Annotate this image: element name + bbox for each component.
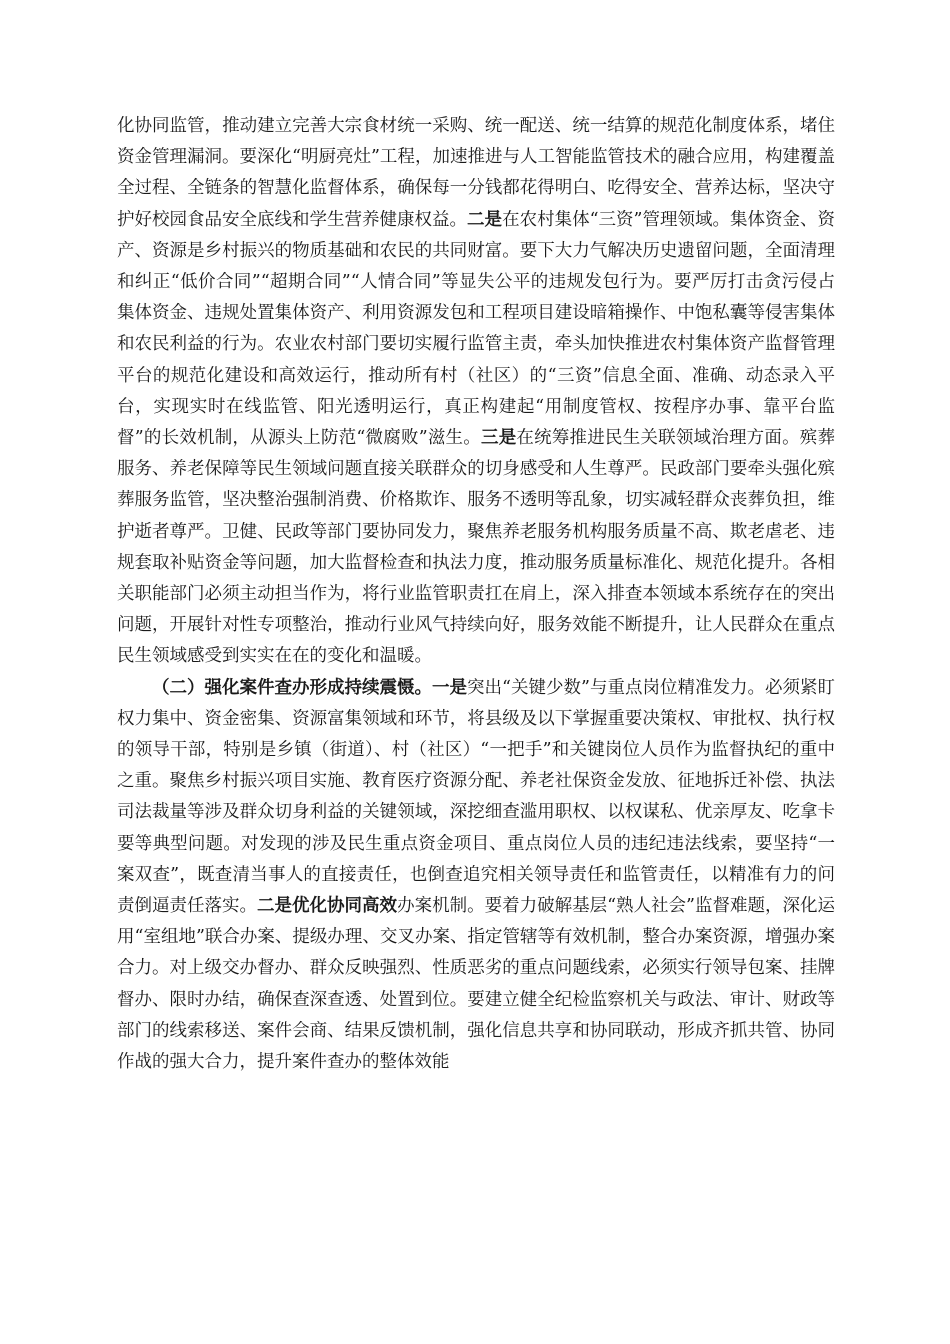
paragraph-1-bold-sanshi: 三是 [480,428,517,449]
paragraph-1 [117,111,835,673]
paragraph-2-text-2: 办案机制。要着力破解基层“熟人社会”监督难题，深化运用“室组地”联合办案、提级办理、交叉办案、指定管辖等有效机制，整合办案资源，增强办案合力。对上级交办督办、群众反映强烈、性质恶劣的重点问题线索，必须实行领导包案、挂牌督办、限时办结，确保查深查透、处置到位。要建立健全纪检监察机关与政法、审计、财政等部门的线索移送、案件会商、结果反馈机制，强化信息共享和协同联动，形成齐抓共管、协同作战的强大合力，提升案件查办的整体效能 [117,896,836,1073]
paragraph-2-text-1: 突出“关键少数”与重点岗位精准发力。必须紧盯权力集中、资金密集、资源富集领域和环节，将县级及以下掌握重要决策权、审批权、执行权的领导干部，特别是乡镇（街道）、村（社区）“一把手”和关键岗位人员作为监督执纪的重中之重。聚焦乡村振兴项目实施、教育医疗资源分配、养老社保资金发放、征地拆迁补偿、执法司法裁量等涉及群众切身利益的关键领域，深挖细查滥用职权、以权谋私、优亲厚友、吃拿卡要等典型问题。对发现的涉及民生重点资金项目、重点岗位人员的违纪违法线索，要坚持“一案双查”，既查清当事人的直接责任，也倒查追究相关领导责任和监管责任，以精准有力的问责倒逼责任落实。 [117,677,835,917]
paragraph-2-heading: （二）强化案件查办形成持续震慑。一是 [152,677,468,698]
paragraph-1-bold-ershi: 二是 [467,209,503,230]
paragraph-1-text-3: 在统筹推进民生关联领域治理方面。殡葬服务、养老保障等民生领域问题直接关联群众的切身感受和人生尊严。民政部门要牵头强化殡葬服务监管，坚决整治强制消费、价格欺诈、服务不透明等乱象，切实减轻群众丧葬负担，维护逝者尊严。卫健、民政等部门要协同发力，聚焦养老服务机构服务质量不高、欺老虐老、违规套取补贴资金等问题，加大监督检查和执法力度，推动服务质量标准化、规范化提升。各相关职能部门必须主动担当作为，将行业监管职责扛在肩上，深入排查本领域本系统存在的突出问题，开展针对性专项整治，推动行业风气持续向好，服务效能不断提升，让人民群众在重点民生领域感受到实实在在的变化和温暖。 [117,428,836,667]
document-page [117,111,835,1078]
paragraph-2-bold-ershi: 二是优化协同高效 [257,896,398,917]
paragraph-1-text-1: 化协同监管，推动建立完善大宗食材统一采购、统一配送、统一结算的规范化制度体系，堵住资金管理漏洞。要深化“明厨亮灶”工程，加速推进与人工智能监管技术的融合应用，构建覆盖全过程、全链条的智慧化监督体系，确保每一分钱都花得明白、吃得安全、营养达标，坚决守护好校园食品安全底线和学生营养健康权益。 [117,116,835,230]
paragraph-1-text-2: 在农村集体“三资”管理领域。集体资金、资产、资源是乡村振兴的物质基础和农民的共同财富。要下大力气解决历史遗留问题，全面清理和纠正“低价合同”“超期合同”“人情合同”等显失公平的违规发包行为。要严厉打击贪污侵占集体资金、违规处置集体资产、利用资源发包和工程项目建设暗箱操作、中饱私囊等侵害集体和农民利益的行为。农业农村部门要切实履行监管主责，牵头加快推进农村集体资产监督管理平台的规范化建设和高效运行，推动所有村（社区）的“三资”信息全面、准确、动态录入平台，实现实时在线监管、阳光透明运行，真正构建起“用制度管权、按程序办事、靠平台监督”的长效机制，从源头上防范“微腐败”滋生。 [117,209,835,449]
paragraph-2 [117,673,835,1079]
